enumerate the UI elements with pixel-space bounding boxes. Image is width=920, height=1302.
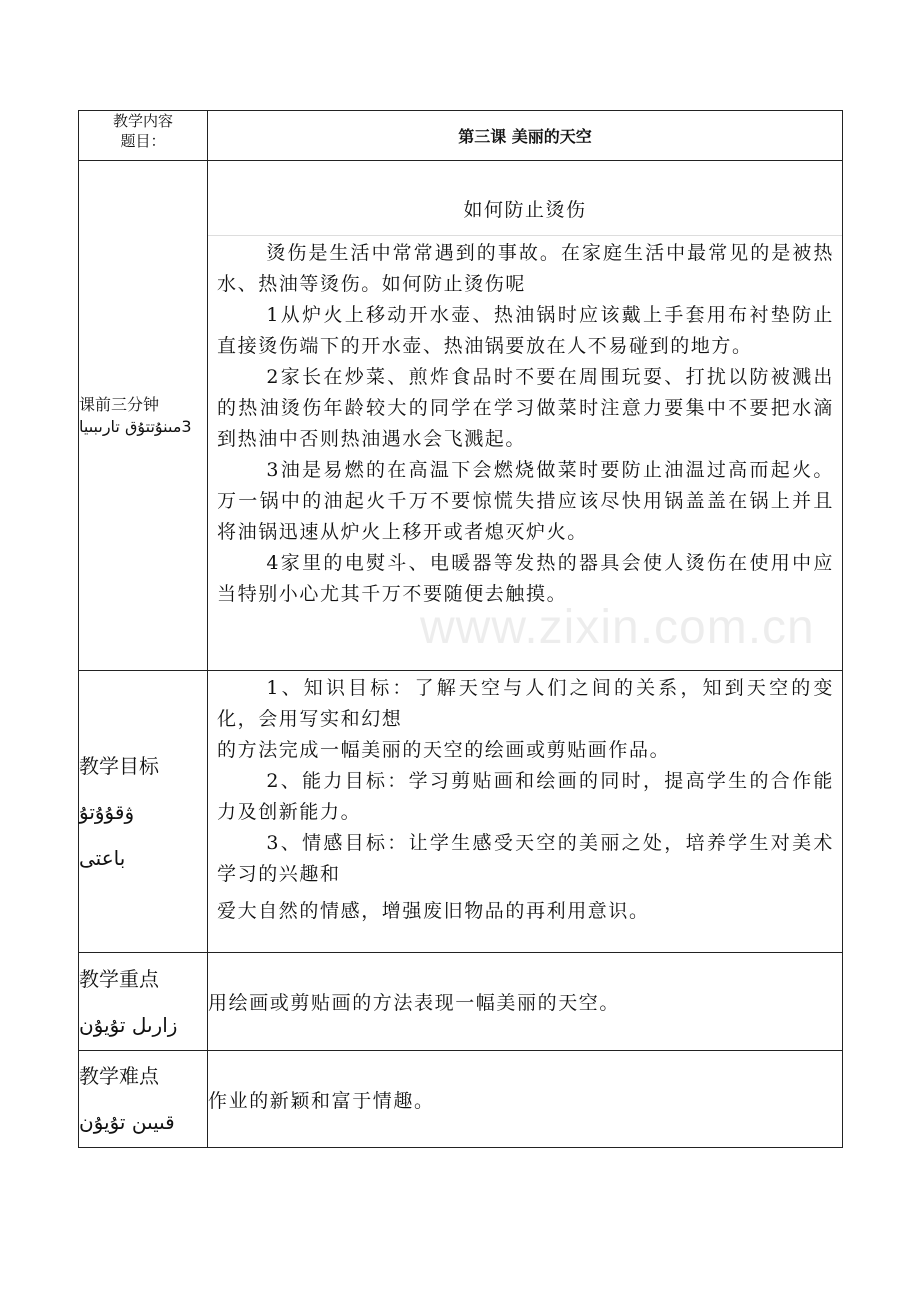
goals-label-cn: 教学目标 <box>79 753 159 778</box>
warmup-heading: 如何防止烫伤 <box>463 199 587 221</box>
warmup-paragraph: 1从炉火上移动开水壶、热油锅时应该戴上手套用布衬垫防止直接烫伤端下的开水壶、热油锅要放在人不易碰到的地方。 <box>217 304 834 357</box>
key-points-content: 用绘画或剪贴画的方法表现一幅美丽的天空。 <box>208 953 843 1051</box>
lesson-title: 第三课 美丽的天空 <box>208 111 843 161</box>
warmup-paragraph: 烫伤是生活中常常遇到的事故。在家庭生活中最常见的是被热水、热油等烫伤。如何防止烫伤呢 <box>217 242 834 295</box>
heading-divider <box>208 235 842 236</box>
lesson-plan-table <box>78 110 843 1148</box>
warmup-paragraph: 4家里的电熨斗、电暖器等发热的器具会使人烫伤在使用中应当特别小心尤其千万不要随便去触摸。 <box>217 552 834 605</box>
goals-label-ug1: ۋقۇۇتۇ <box>79 799 135 824</box>
content-title-label <box>79 111 208 161</box>
difficulty-content: 作业的新颖和富于情趣。 <box>208 1051 843 1148</box>
difficulty-row <box>79 1051 843 1148</box>
goals-body <box>208 671 842 927</box>
goals-label-ug2: باعتى <box>79 845 126 870</box>
warmup-body <box>208 238 842 610</box>
key-points-label-cn: 教学重点 <box>79 966 159 991</box>
warmup-label <box>79 161 208 671</box>
difficulty-label-ug: قىيىن تۇيۇن <box>79 1110 175 1134</box>
goals-content <box>208 671 843 953</box>
goal-line: 爱大自然的情感，增强废旧物品的再利用意识。 <box>217 900 650 922</box>
warmup-paragraph: 3油是易燃的在高温下会燃烧做菜时要防止油温过高而起火。万一锅中的油起火千万不要惊慌失措应该尽快用锅盖盖在锅上并且将油锅迅速从炉火上移开或者熄灭炉火。 <box>217 459 834 543</box>
warmup-label-ug: 3مىنۇتتۇق تارىبىيا <box>79 416 192 436</box>
header-row <box>79 111 843 161</box>
key-points-row <box>79 953 843 1051</box>
difficulty-label <box>79 1051 208 1148</box>
goals-row <box>79 671 843 953</box>
warmup-label-cn: 课前三分钟 <box>79 394 160 414</box>
content-title-label-text: 教学内容 题目： <box>112 112 173 150</box>
key-points-label-ug: زارىل تۇيۇن <box>79 1012 178 1037</box>
goal-line: 3、情感目标：让学生感受天空的美丽之处，培养学生对美术学习的兴趣和 <box>217 832 834 885</box>
watermark: www.zixin.com.cn <box>420 601 815 654</box>
warmup-content <box>208 161 843 671</box>
goal-line: 的方法完成一幅美丽的天空的绘画或剪贴画作品。 <box>217 739 671 761</box>
goals-label <box>79 671 208 953</box>
warmup-paragraph: 2家长在炒菜、煎炸食品时不要在周围玩耍、打扰以防被溅出的热油烫伤年龄较大的同学在学习做菜时注意力要集中不要把水滴到热油中否则热油遇水会飞溅起。 <box>217 366 834 450</box>
key-points-label <box>79 953 208 1051</box>
goal-line: 2、能力目标：学习剪贴画和绘画的同时，提高学生的合作能力及创新能力。 <box>217 770 834 823</box>
difficulty-label-cn: 教学难点 <box>79 1064 159 1088</box>
goal-line: 1、知识目标：了解天空与人们之间的关系，知到天空的变化，会用写实和幻想 <box>217 677 834 730</box>
warmup-row <box>79 161 843 671</box>
